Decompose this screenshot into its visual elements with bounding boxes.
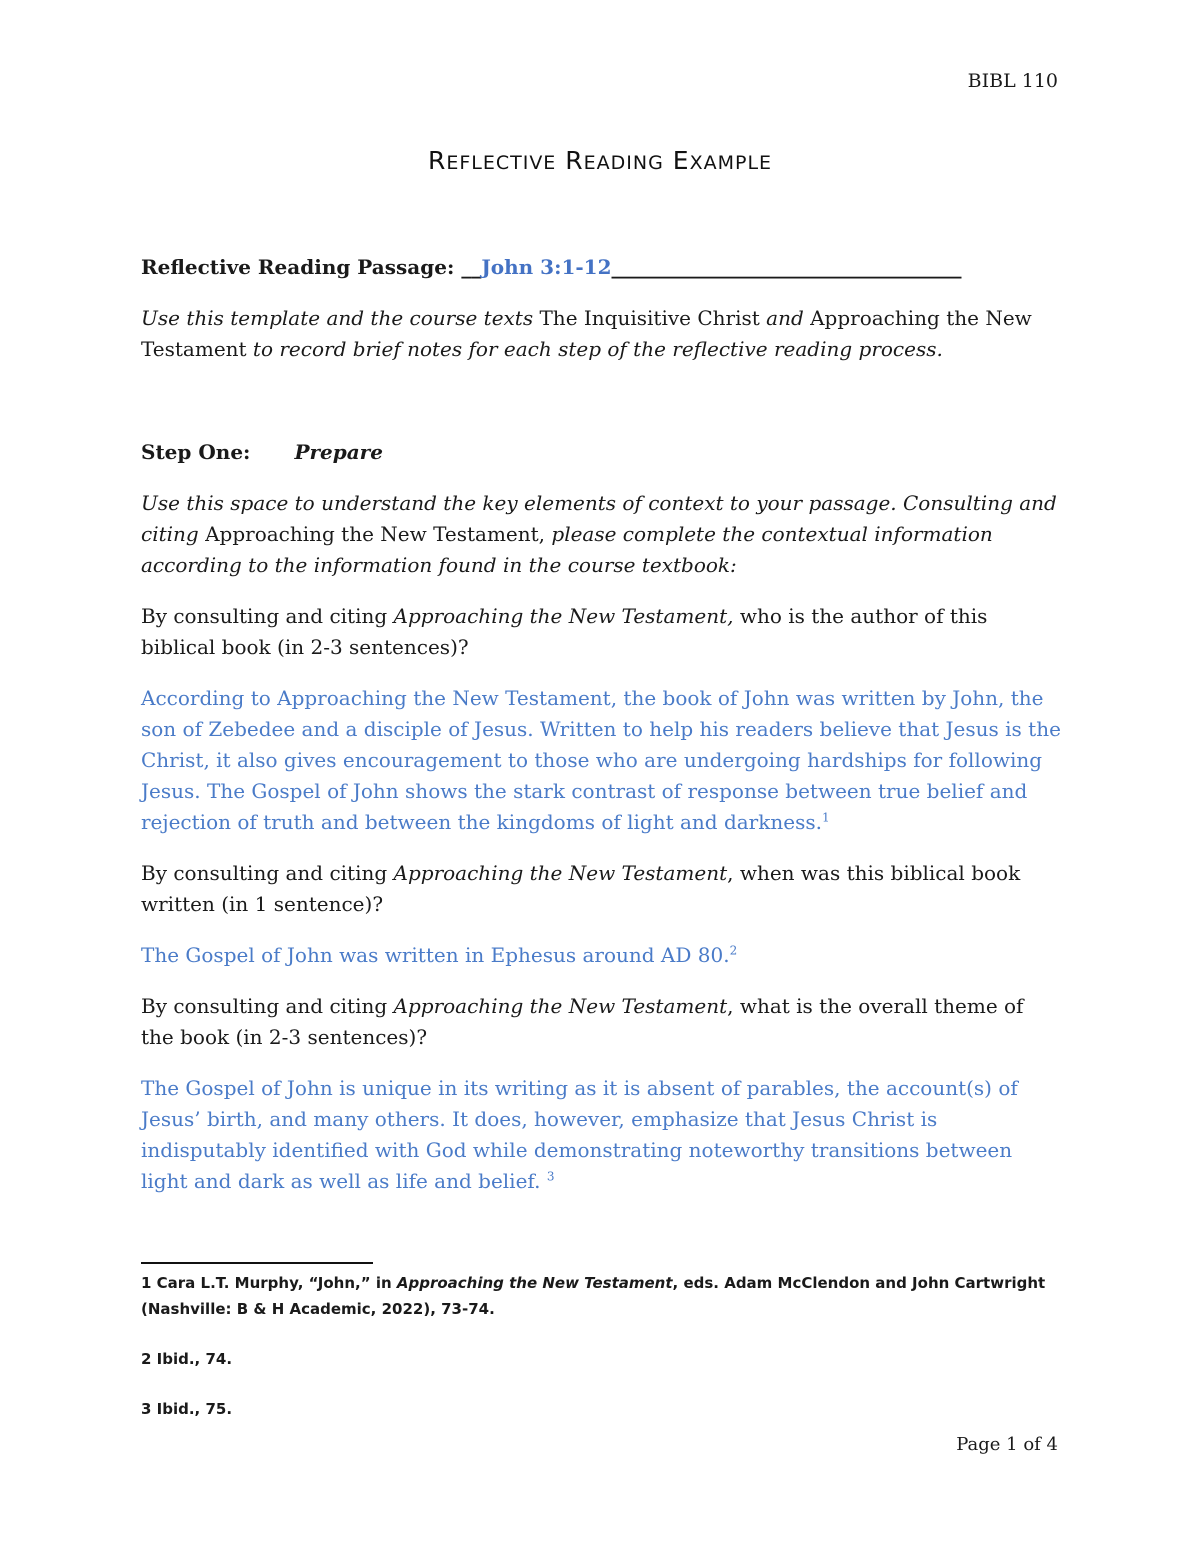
question-date	[141, 858, 1061, 920]
question-suffix: who is the author of this biblical book (in 2-3 sentences)?	[141, 604, 988, 659]
document-body	[141, 252, 1061, 1197]
footnote-text: 1 Cara L.T. Murphy, “John,” in	[141, 1274, 397, 1292]
answer-text: The Gospel of John is unique in its writing as it is absent of parables, the account(s) of Jesus’ birth, and many others. It does, however, emphasize that Jesus Christ is indisputably identified with God while demonstrating noteworthy transitions between light and dark as well as life and belief.	[141, 1076, 1018, 1193]
passage-line	[141, 252, 1061, 283]
question-book-title: Approaching the New Testament	[393, 861, 728, 885]
answer-author	[141, 683, 1061, 838]
answer-text: According to Approaching the New Testament, the book of John was written by John, the son of Zebedee and a disciple of Jesus. Written to help his readers believe that Jesus is the Christ, it also gives encouragement to those who are undergoing hardships for following Jesus. The Gospel of John shows the stark contrast of response between true belief and rejection of truth and between the kingdoms of light and darkness.	[141, 686, 1061, 834]
intro-part-2: and	[759, 306, 811, 330]
question-author	[141, 601, 1061, 663]
passage-reference: John 3:1-12	[481, 255, 612, 279]
intro-paragraph	[141, 303, 1061, 365]
intro-book-1: The Inquisitive Christ	[539, 306, 760, 330]
question-theme	[141, 991, 1061, 1053]
footnote-2	[141, 1346, 1061, 1372]
question-book-title: Approaching the New Testament,	[393, 604, 734, 628]
step-one-label: Step One:	[141, 440, 251, 464]
footnote-text: , eds. Adam McClendon and John Cartwright (Nashville: B & H Academic, 2022), 73-74.	[141, 1274, 1046, 1318]
context-instructions-part-2: please complete the contextual information according to the information found in the course textbook:	[141, 522, 993, 577]
question-book-title: Approaching the New Testament	[393, 994, 728, 1018]
footnote-1	[141, 1270, 1061, 1322]
document-title-text: REFLECTIVE READING EXAMPLE	[427, 146, 773, 175]
context-instructions-part-1: Use this space to understand the key elements of context to your passage. Consulting and citing	[141, 491, 1057, 546]
step-one-name: Prepare	[294, 440, 383, 464]
footnote-3	[141, 1396, 1061, 1422]
intro-book-2: Approaching the New Testament	[141, 306, 1032, 361]
footnote-reference: 2	[729, 943, 738, 958]
answer-date	[141, 940, 1061, 971]
intro-part-1: Use this template and the course texts	[141, 306, 540, 330]
context-instructions	[141, 488, 1061, 581]
question-prefix: By consulting and citing	[141, 994, 394, 1018]
page-number: Page 1 of 4	[956, 1434, 1058, 1455]
footnote-separator	[141, 1262, 373, 1264]
step-one-heading	[141, 437, 1061, 468]
context-instructions-book: Approaching the New Testament,	[205, 522, 546, 546]
question-suffix: , when was this biblical book written (in 1 sentence)?	[141, 861, 1021, 916]
course-code-header: BIBL 110	[967, 70, 1058, 92]
footnote-text: 2 Ibid., 74.	[141, 1350, 233, 1368]
question-prefix: By consulting and citing	[141, 604, 394, 628]
passage-lead-blank: __	[461, 255, 482, 279]
passage-label: Reflective Reading Passage:	[141, 255, 455, 279]
answer-theme	[141, 1073, 1061, 1197]
footnotes-section	[141, 1262, 1061, 1422]
question-suffix: , what is the overall theme of the book (in 2-3 sentences)?	[141, 994, 1024, 1049]
intro-part-3: to record brief notes for each step of the reflective reading process.	[246, 337, 943, 361]
footnote-text: 3 Ibid., 75.	[141, 1400, 233, 1418]
passage-trail-blank: ___________________________________	[611, 255, 962, 279]
document-title	[0, 146, 1200, 175]
footnote-book-title: Approaching the New Testament	[396, 1274, 673, 1292]
question-prefix: By consulting and citing	[141, 861, 394, 885]
answer-text: The Gospel of John was written in Ephesus around AD 80.	[141, 943, 730, 967]
footnote-reference: 1	[821, 810, 830, 825]
footnote-reference: 3	[546, 1169, 555, 1184]
